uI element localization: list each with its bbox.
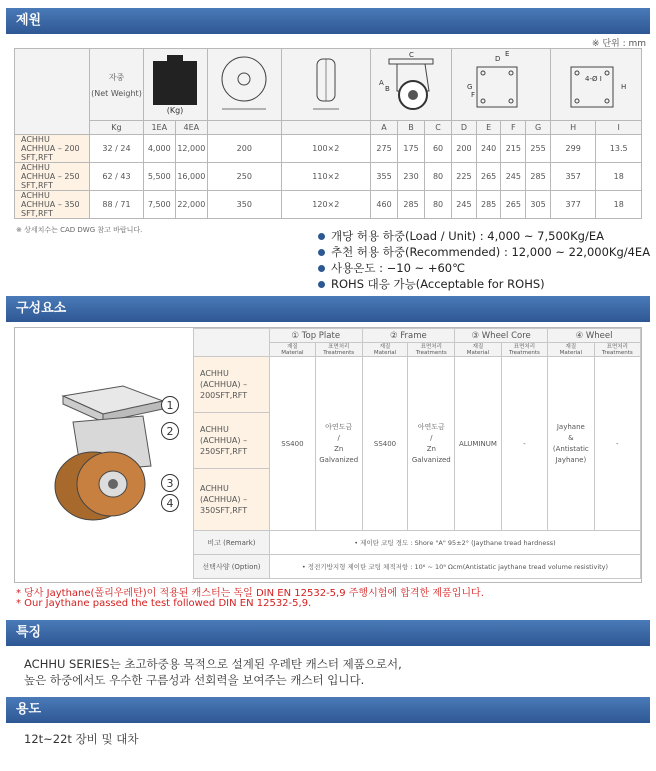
cell: 377	[550, 191, 596, 219]
plate-material: SS400	[269, 357, 315, 531]
cell: 80	[425, 163, 452, 191]
callout-4: 4	[161, 494, 179, 512]
cell: 250	[208, 163, 282, 191]
sub-header: I	[596, 121, 642, 135]
sub-header: A	[371, 121, 398, 135]
cell: 357	[550, 163, 596, 191]
sub-treatment: 표면처리 Treatments	[501, 343, 547, 357]
cell: 245	[452, 191, 477, 219]
sub-header: C	[425, 121, 452, 135]
cell: 275	[371, 135, 398, 163]
plate-treatment: 아연도금 / Zn Galvanized	[315, 357, 362, 531]
sub-header: F	[501, 121, 526, 135]
cell: 225	[452, 163, 477, 191]
section-header-components: 구성요소	[6, 296, 650, 322]
cell: 200	[452, 135, 477, 163]
sub-header: E	[476, 121, 501, 135]
features-line: ACHHU SERIES는 초고하중용 목적으로 설계된 우레탄 캐스터 제품으로서,	[24, 657, 402, 671]
sub-material: 재질 Material	[362, 343, 408, 357]
usage-text: 12t~22t 장비 및 대차	[24, 732, 139, 746]
load-drawing-cell	[143, 49, 207, 121]
weight-label-ko: 자중	[108, 72, 125, 82]
section-header-usage: 용도	[6, 697, 650, 723]
sub-material: 재질 Material	[455, 343, 502, 357]
core-material: ALUMINUM	[455, 357, 502, 531]
section-header-spec: 제원	[6, 8, 650, 34]
unit-note: ※ 단위 : mm	[591, 39, 646, 49]
weight-label-en: (Net Weight)	[91, 88, 142, 98]
cell: 255	[526, 135, 551, 163]
sub-header: 1EA	[143, 121, 175, 135]
sub-material: 재질 Material	[269, 343, 315, 357]
cell: 215	[501, 135, 526, 163]
cell: 285	[476, 191, 501, 219]
cell: 175	[398, 135, 425, 163]
wheel-side-drawing	[281, 49, 371, 121]
cell: 245	[501, 163, 526, 191]
cell: 18	[596, 191, 642, 219]
caster-side-drawing	[371, 49, 452, 121]
dim-e-label: E	[504, 50, 510, 58]
dim-a-label: A	[379, 78, 384, 87]
bullet-item: 추천 허용 하중(Recommended) : 12,000 ~ 22,000Kg/4EA	[318, 244, 650, 260]
cell: 60	[425, 135, 452, 163]
table-row	[15, 191, 642, 219]
sub-header: G	[526, 121, 551, 135]
weight-header	[89, 49, 143, 121]
load-unit-label: (Kg)	[167, 105, 184, 115]
model-cell: ACHHU ACHHUA – 250 SFT,RFT	[15, 163, 90, 191]
cell: 12,000	[175, 135, 207, 163]
cell: 62 / 43	[89, 163, 143, 191]
features-line: 높은 하중에서도 우수한 구름성과 선회력을 보여주는 캐스터 입니다.	[24, 673, 365, 687]
cell: 4,000	[143, 135, 175, 163]
sub-treatment: 표면처리 Treatments	[594, 343, 640, 357]
bullet-item: 사용온도 : −10 ~ +60℃	[318, 260, 650, 276]
cell: 265	[476, 163, 501, 191]
dim-b-label: B	[385, 84, 390, 93]
model-header	[194, 329, 270, 357]
remark-label: 비고 (Remark)	[194, 531, 270, 555]
option-label: 선택사양 (Option)	[194, 555, 270, 579]
wheel-front-drawing	[208, 49, 282, 121]
remark-text: • 제이탄 코팅 경도 : Shore "A" 95±2° (Jaythane tread hardness)	[269, 531, 640, 555]
sub-material: 재질 Material	[548, 343, 595, 357]
features-text	[24, 656, 402, 688]
dim-hole-label: 4-Ø I	[584, 74, 602, 83]
table-row	[15, 135, 642, 163]
cell: 350	[208, 191, 282, 219]
cell: 18	[596, 163, 642, 191]
sub-header: 4EA	[175, 121, 207, 135]
cell: 240	[476, 135, 501, 163]
header-frame: ② Frame	[362, 329, 455, 343]
dim-g-label: G	[466, 82, 473, 91]
cell: 265	[501, 191, 526, 219]
sub-header: B	[398, 121, 425, 135]
sub-header	[281, 121, 371, 135]
cell: 200	[208, 135, 282, 163]
wheel-treatment: -	[594, 357, 640, 531]
callout-3: 3	[161, 474, 179, 492]
cell: 22,000	[175, 191, 207, 219]
cell: 299	[550, 135, 596, 163]
header-wheel-core: ③ Wheel Core	[455, 329, 548, 343]
plate-drawing	[452, 49, 551, 121]
cell: 355	[371, 163, 398, 191]
table-row	[15, 163, 642, 191]
spec-bullets	[318, 228, 650, 292]
sub-header: H	[550, 121, 596, 135]
wheel-width-icon	[283, 51, 369, 117]
mount-hole-icon	[551, 51, 641, 117]
sub-header: Kg	[89, 121, 143, 135]
model-cell: ACHHU ACHHUA – 200 SFT,RFT	[15, 135, 90, 163]
sub-treatment: 표면처리 Treatments	[315, 343, 362, 357]
din-note-en: * Our Jaythane passed the test followed DIN EN 12532-5,9.	[16, 598, 312, 609]
cell: 230	[398, 163, 425, 191]
model-cell: ACHHU (ACHHUA) – 200SFT,RFT	[194, 357, 270, 413]
option-text: • 정전기방지형 제이탄 코팅 체적저항 : 10⁶ ~ 10⁹ Ωcm(Antistatic jaythane tread volume resistivity)	[269, 555, 640, 579]
cell: 7,500	[143, 191, 175, 219]
spec-table	[14, 48, 642, 219]
cell: 305	[526, 191, 551, 219]
header-wheel: ④ Wheel	[548, 329, 641, 343]
cell: 88 / 71	[89, 191, 143, 219]
wheel-material: Jayhane & (Antistatic Jayhane)	[548, 357, 595, 531]
dim-d-label: D	[494, 54, 501, 63]
caster-side-icon	[371, 51, 451, 117]
bullet-item: ROHS 대응 가능(Acceptable for ROHS)	[318, 276, 650, 292]
cell: 285	[398, 191, 425, 219]
components-table	[193, 328, 641, 579]
section-header-features: 특징	[6, 620, 650, 646]
cad-note: ※ 상세치수는 CAD DWG 참고 바랍니다.	[16, 226, 143, 234]
callout-1: 1	[161, 396, 179, 414]
frame-treatment: 아연도금 / Zn Galvanized	[408, 357, 455, 531]
dim-f-label: F	[470, 90, 476, 99]
model-header	[15, 49, 90, 135]
components-panel	[14, 327, 642, 583]
core-treatment: -	[501, 357, 547, 531]
model-cell: ACHHU (ACHHUA) – 350SFT,RFT	[194, 469, 270, 531]
cell: 285	[526, 163, 551, 191]
cell: 32 / 24	[89, 135, 143, 163]
cell: 13.5	[596, 135, 642, 163]
hole-drawing	[550, 49, 641, 121]
cell: 460	[371, 191, 398, 219]
sub-header	[208, 121, 282, 135]
bullet-item: 개당 허용 하중(Load / Unit) : 4,000 ~ 7,500Kg/EA	[318, 228, 650, 244]
frame-material: SS400	[362, 357, 408, 531]
model-cell: ACHHU ACHHUA – 350 SFT,RFT	[15, 191, 90, 219]
cell: 120×2	[281, 191, 371, 219]
callout-2: 2	[161, 422, 179, 440]
cell: 110×2	[281, 163, 371, 191]
header-top-plate: ① Top Plate	[269, 329, 362, 343]
din-note-ko: * 당사 Jaythane(폴리우레탄)이 적용된 캐스터는 독일 DIN EN 12532-5,9 주행시험에 합격한 제품입니다.	[16, 588, 484, 599]
cell: 5,500	[143, 163, 175, 191]
cell: 16,000	[175, 163, 207, 191]
sub-treatment: 표면처리 Treatments	[408, 343, 455, 357]
sub-header: D	[452, 121, 477, 135]
cell: 100×2	[281, 135, 371, 163]
dim-c-label: C	[409, 50, 414, 59]
cell: 80	[425, 191, 452, 219]
weight-icon	[145, 51, 205, 117]
dim-h-label: H	[620, 82, 627, 91]
top-plate-icon	[453, 51, 549, 117]
model-cell: ACHHU (ACHHUA) – 250SFT,RFT	[194, 413, 270, 469]
wheel-diameter-icon	[209, 51, 279, 117]
